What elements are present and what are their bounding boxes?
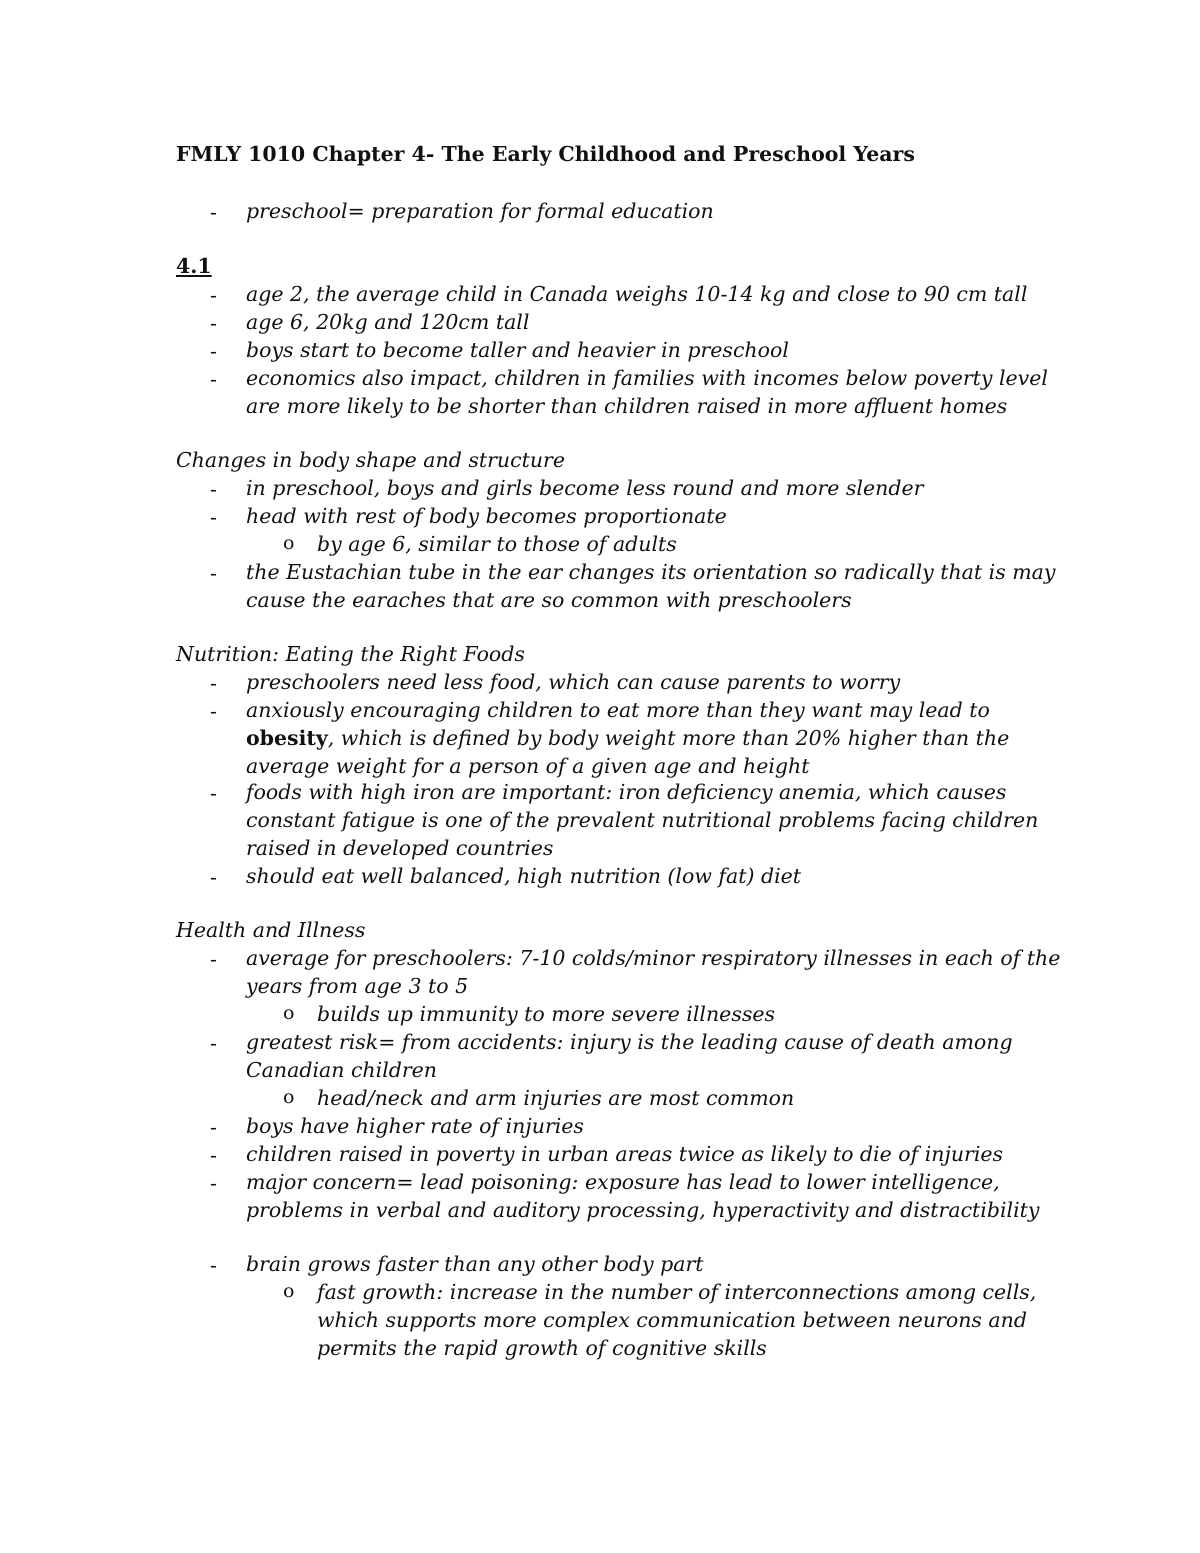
bullet-text: boys have higher rate of injuries <box>246 1114 584 1138</box>
dash-bullet: - <box>210 367 217 391</box>
bullet-text: the Eustachian tube in the ear changes its orientation so radically that is may <box>246 560 1056 584</box>
dash-bullet: - <box>210 947 217 971</box>
bullet-text: greatest risk= from accidents: injury is the leading cause of death among <box>246 1030 1013 1054</box>
dash-bullet: - <box>210 477 217 501</box>
bullet-text: boys start to become taller and heavier in preschool <box>246 338 789 362</box>
sub-bullet-text-cont: which supports more complex communication between neurons and <box>317 1308 1027 1332</box>
dash-bullet: - <box>210 1171 217 1195</box>
bullet-text-cont: cause the earaches that are so common with preschoolers <box>246 588 852 612</box>
bullet-text: age 6, 20kg and 120cm tall <box>246 310 530 334</box>
bullet-text: economics also impact, children in families with incomes below poverty level <box>246 366 1048 390</box>
dash-bullet: - <box>210 1143 217 1167</box>
obesity-term: obesity <box>246 726 328 750</box>
sub-bullet-text-cont: permits the rapid growth of cognitive skills <box>317 1336 767 1360</box>
bullet-text: head with rest of body becomes proportionate <box>246 504 727 528</box>
page-title: FMLY 1010 Chapter 4- The Early Childhood and Preschool Years <box>176 142 915 166</box>
dash-bullet: - <box>210 339 217 363</box>
obesity-definition: , which is defined by body weight more than 20% higher than the <box>327 726 1010 750</box>
bullet-text: in preschool, boys and girls become less round and more slender <box>246 476 924 500</box>
section-heading: Changes in body shape and structure <box>176 448 565 472</box>
section-heading: Health and Illness <box>176 918 366 942</box>
dash-bullet: - <box>210 200 217 224</box>
circle-bullet: o <box>283 532 295 554</box>
bullet-text: preschool= preparation for formal education <box>246 199 714 223</box>
dash-bullet: - <box>210 865 217 889</box>
dash-bullet: - <box>210 699 217 723</box>
dash-bullet: - <box>210 671 217 695</box>
circle-bullet: o <box>283 1002 295 1024</box>
circle-bullet: o <box>283 1086 295 1108</box>
bullet-text-cont: Canadian children <box>246 1058 438 1082</box>
bullet-text-cont <box>246 724 1009 752</box>
bullet-text-cont: problems in verbal and auditory processing, hyperactivity and distractibility <box>246 1198 1040 1222</box>
bullet-text-cont: average weight for a person of a given age and height <box>246 754 810 778</box>
dash-bullet: - <box>210 1031 217 1055</box>
sub-bullet-text: builds up immunity to more severe illnesses <box>317 1002 776 1026</box>
dash-bullet: - <box>210 283 217 307</box>
bullet-text: children raised in poverty in urban areas twice as likely to die of injuries <box>246 1142 1004 1166</box>
sub-bullet-text: head/neck and arm injuries are most common <box>317 1086 795 1110</box>
sub-bullet-text: by age 6, similar to those of adults <box>317 532 677 556</box>
bullet-text: should eat well balanced, high nutrition (low fat) diet <box>246 864 802 888</box>
bullet-text: anxiously encouraging children to eat more than they want may lead to <box>246 698 990 722</box>
dash-bullet: - <box>210 1115 217 1139</box>
bullet-text-cont: raised in developed countries <box>246 836 554 860</box>
bullet-text: preschoolers need less food, which can cause parents to worry <box>246 670 901 694</box>
dash-bullet: - <box>210 311 217 335</box>
bullet-text: brain grows faster than any other body part <box>246 1252 704 1276</box>
dash-bullet: - <box>210 781 217 805</box>
bullet-text-cont: years from age 3 to 5 <box>246 974 469 998</box>
bullet-text: age 2, the average child in Canada weighs 10-14 kg and close to 90 cm tall <box>246 282 1028 306</box>
bullet-text-cont: constant fatigue is one of the prevalent nutritional problems facing children <box>246 808 1039 832</box>
bullet-text-cont: are more likely to be shorter than children raised in more affluent homes <box>246 394 1008 418</box>
sub-bullet-text: fast growth: increase in the number of interconnections among cells, <box>317 1280 1037 1304</box>
circle-bullet: o <box>283 1280 295 1302</box>
dash-bullet: - <box>210 1253 217 1277</box>
section-number: 4.1 <box>176 254 212 278</box>
dash-bullet: - <box>210 505 217 529</box>
bullet-text: average for preschoolers: 7-10 colds/minor respiratory illnesses in each of the <box>246 946 1061 970</box>
dash-bullet: - <box>210 561 217 585</box>
bullet-text: foods with high iron are important: iron deficiency anemia, which causes <box>246 780 1007 804</box>
section-heading: Nutrition: Eating the Right Foods <box>176 642 525 666</box>
bullet-text: major concern= lead poisoning: exposure has lead to lower intelligence, <box>246 1170 1000 1194</box>
